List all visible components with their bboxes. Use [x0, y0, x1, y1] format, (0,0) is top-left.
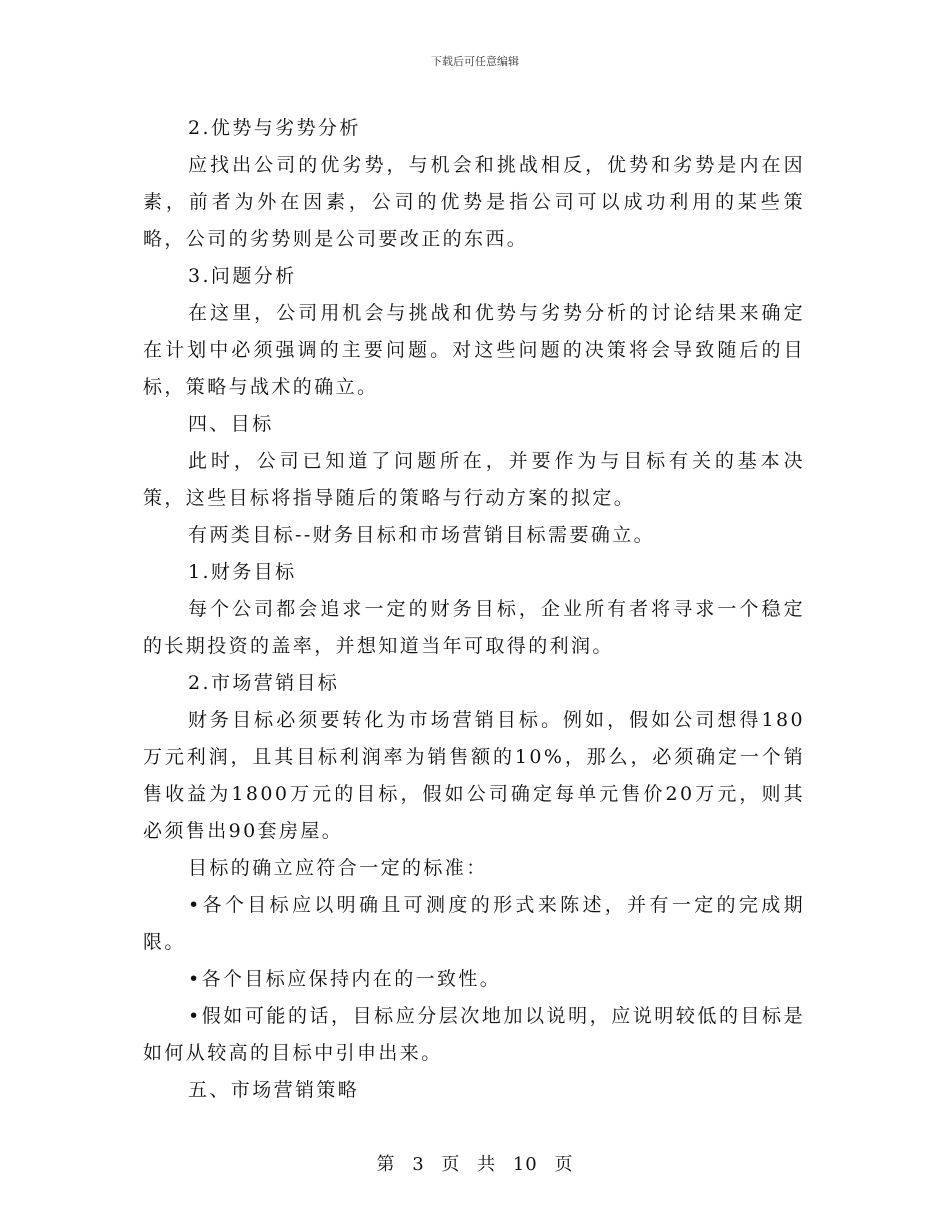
body-paragraph: 目标的确立应符合一定的标准： [188, 857, 488, 879]
section-heading: 1.财务目标 [188, 561, 297, 583]
document-body [143, 110, 805, 1109]
body-paragraph: 应找出公司的优劣势，与机会和挑战相反，优势和劣势是内在因素，前者为外在因素，公司的优势是指公司可以成功利用的某些策略，公司的劣势则是公司要改正的东西。 [143, 154, 805, 250]
body-paragraph: 此时，公司已知道了问题所在，并要作为与目标有关的基本决策，这些目标将指导随后的策略与行动方案的拟定。 [143, 450, 805, 509]
body-paragraph: 在这里，公司用机会与挑战和优势与劣势分析的讨论结果来确定在计划中必须强调的主要问题。对这些问题的决策将会导致随后的目标，策略与战术的确立。 [143, 302, 805, 398]
bullet-item: •各个目标应以明确且可测度的形式来陈述，并有一定的完成期限。 [143, 894, 805, 953]
section-heading: 四、目标 [188, 413, 274, 435]
section-heading: 2.市场营销目标 [188, 672, 340, 694]
body-paragraph: 每个公司都会追求一定的财务目标，企业所有者将寻求一个稳定的长期投资的盖率，并想知道当年可取得的利润。 [143, 598, 805, 657]
page-number: 第 3 页 共 10 页 [376, 1154, 574, 1175]
section-heading: 3.问题分析 [188, 265, 297, 287]
section-heading: 2.优势与劣势分析 [188, 117, 361, 139]
bullet-item: •各个目标应保持内在的一致性。 [188, 968, 502, 990]
bullet-item: •假如可能的话，目标应分层次地加以说明，应说明较低的目标是如何从较高的目标中引申出来。 [143, 1005, 805, 1064]
section-heading: 五、市场营销策略 [188, 1079, 360, 1101]
body-paragraph: 有两类目标--财务目标和市场营销目标需要确立。 [188, 524, 656, 546]
body-paragraph: 财务目标必须要转化为市场营销目标。例如，假如公司想得180万元利润，且其目标利润率为销售额的10%，那么，必须确定一个销售收益为1800万元的目标，假如公司确定每单元售价20万元，则其必须售出90套房屋。 [143, 709, 805, 842]
page-header: 下载后可任意编辑 [431, 55, 519, 68]
